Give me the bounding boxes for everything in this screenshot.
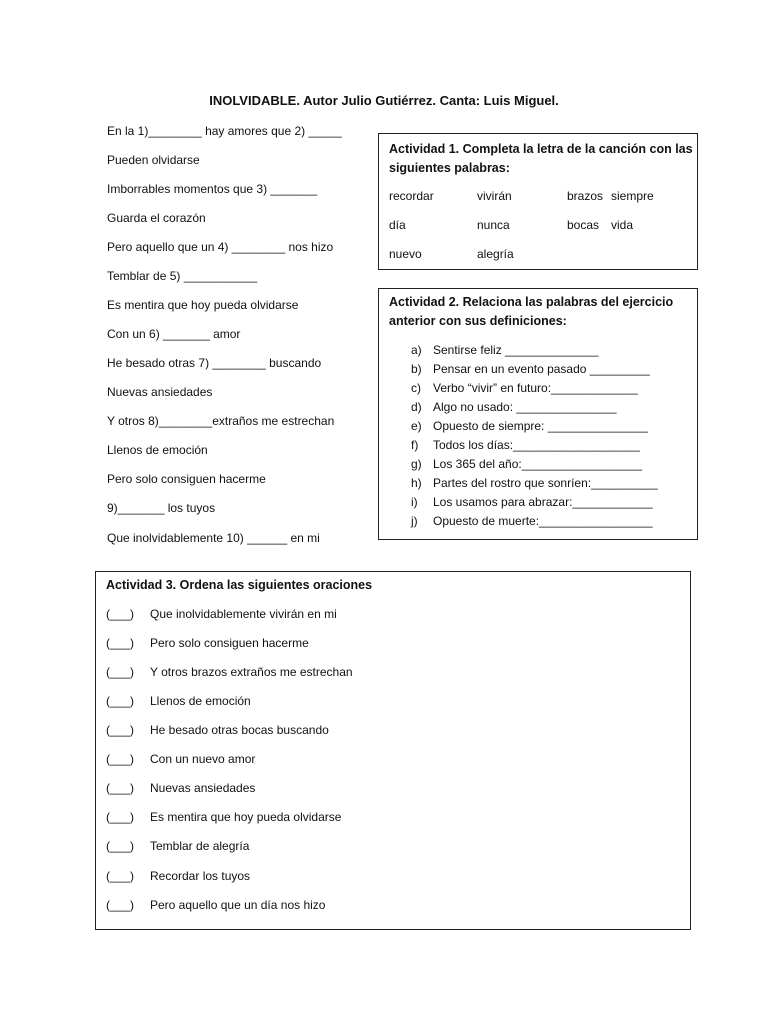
definition-letter: f)	[411, 438, 419, 452]
order-text: Llenos de emoción	[150, 694, 251, 708]
lyric-line: He besado otras 7) ________ buscando	[107, 356, 322, 370]
order-text: Con un nuevo amor	[150, 752, 256, 766]
lyric-line: Que inolvidablemente 10) ______ en mi	[107, 531, 320, 545]
order-text: Pero aquello que un día nos hizo	[150, 898, 326, 912]
lyric-line: Imborrables momentos que 3) _______	[107, 182, 318, 196]
order-blank: (___)	[106, 723, 135, 737]
word-bank-item: brazos	[567, 189, 604, 203]
activity1-title-line2: siguientes palabras:	[389, 161, 510, 175]
word-bank-item: siempre	[611, 189, 654, 203]
lyric-line: 9)_______ los tuyos	[107, 501, 216, 515]
order-text: Recordar los tuyos	[150, 869, 251, 883]
definition-text: Partes del rostro que sonríen:__________	[433, 476, 658, 490]
definition-text: Opuesto de siempre: _______________	[433, 419, 648, 433]
definition-item	[411, 343, 598, 357]
lyric-line: Es mentira que hoy pueda olvidarse	[107, 298, 299, 312]
definition-text: Todos los días:___________________	[433, 438, 640, 452]
lyric-line: En la 1)________ hay amores que 2) _____	[107, 124, 342, 138]
word-bank-item: vida	[611, 218, 634, 232]
definition-letter: h)	[411, 476, 422, 490]
definition-text: Algo no usado: _______________	[433, 400, 617, 414]
lyric-line: Temblar de 5) ___________	[107, 269, 258, 283]
definition-item	[411, 381, 638, 395]
definition-item	[411, 476, 658, 490]
definition-item	[411, 514, 653, 528]
definition-item	[411, 457, 642, 471]
definition-letter: e)	[411, 419, 422, 433]
order-blank: (___)	[106, 752, 135, 766]
word-bank-item: bocas	[567, 218, 600, 232]
activity3-box	[95, 571, 691, 930]
activity2-title-line1: Actividad 2. Relaciona las palabras del ejercicio	[389, 295, 674, 309]
word-bank-item: vivirán	[477, 189, 512, 203]
order-text: Y otros brazos extraños me estrechan	[150, 665, 353, 679]
definition-letter: a)	[411, 343, 422, 357]
definition-text: Los 365 del año:__________________	[433, 457, 642, 471]
definition-item	[411, 495, 653, 509]
order-text: Pero solo consiguen hacerme	[150, 636, 309, 650]
order-text: Que inolvidablemente vivirán en mi	[150, 607, 337, 621]
page-title: INOLVIDABLE. Autor Julio Gutiérrez. Canta: Luis Miguel.	[209, 93, 559, 108]
definition-text: Pensar en un evento pasado _________	[433, 362, 650, 376]
order-blank: (___)	[106, 607, 135, 621]
order-blank: (___)	[106, 810, 135, 824]
order-text: Es mentira que hoy pueda olvidarse	[150, 810, 342, 824]
word-bank-item: nunca	[477, 218, 510, 232]
word-bank-item: nuevo	[389, 247, 422, 261]
activity1-title-line1: Actividad 1. Completa la letra de la canción con las	[389, 142, 693, 156]
lyric-line: Llenos de emoción	[107, 443, 208, 457]
order-blank: (___)	[106, 839, 135, 853]
definition-item	[411, 400, 617, 414]
order-blank: (___)	[106, 781, 135, 795]
lyric-line: Pero aquello que un 4) ________ nos hizo	[107, 240, 334, 254]
order-text: He besado otras bocas buscando	[150, 723, 329, 737]
definition-text: Verbo “vivir” en futuro:_____________	[433, 381, 638, 395]
word-bank-item: recordar	[389, 189, 434, 203]
definition-letter: g)	[411, 457, 422, 471]
word-bank-item: alegría	[477, 247, 514, 261]
order-blank: (___)	[106, 636, 135, 650]
definition-item	[411, 438, 640, 452]
order-blank: (___)	[106, 665, 135, 679]
activity3-title: Actividad 3. Ordena las siguientes oraciones	[106, 578, 373, 592]
definition-letter: d)	[411, 400, 422, 414]
definition-text: Sentirse feliz ______________	[433, 343, 599, 357]
lyric-line: Guarda el corazón	[107, 211, 206, 225]
order-blank: (___)	[106, 694, 135, 708]
word-bank-item: día	[389, 218, 406, 232]
definition-item	[411, 362, 650, 376]
definition-text: Opuesto de muerte:_________________	[433, 514, 653, 528]
definition-letter: i)	[411, 495, 418, 509]
definition-letter: b)	[411, 362, 422, 376]
activity1-box	[378, 133, 698, 270]
definition-item	[411, 419, 648, 433]
activity2-title-line2: anterior con sus definiciones:	[389, 314, 567, 328]
lyric-line: Pueden olvidarse	[107, 153, 200, 167]
definition-text: Los usamos para abrazar:____________	[433, 495, 653, 509]
definition-letter: c)	[411, 381, 421, 395]
order-blank: (___)	[106, 898, 135, 912]
definition-letter: j)	[411, 514, 418, 528]
lyric-line: Nuevas ansiedades	[107, 385, 213, 399]
order-blank: (___)	[106, 869, 135, 883]
order-text: Nuevas ansiedades	[150, 781, 256, 795]
lyric-line: Pero solo consiguen hacerme	[107, 472, 266, 486]
activity2-box	[378, 288, 698, 540]
lyric-line: Con un 6) _______ amor	[107, 327, 241, 341]
order-text: Temblar de alegría	[150, 839, 250, 853]
lyric-line: Y otros 8)________extraños me estrechan	[107, 414, 335, 428]
